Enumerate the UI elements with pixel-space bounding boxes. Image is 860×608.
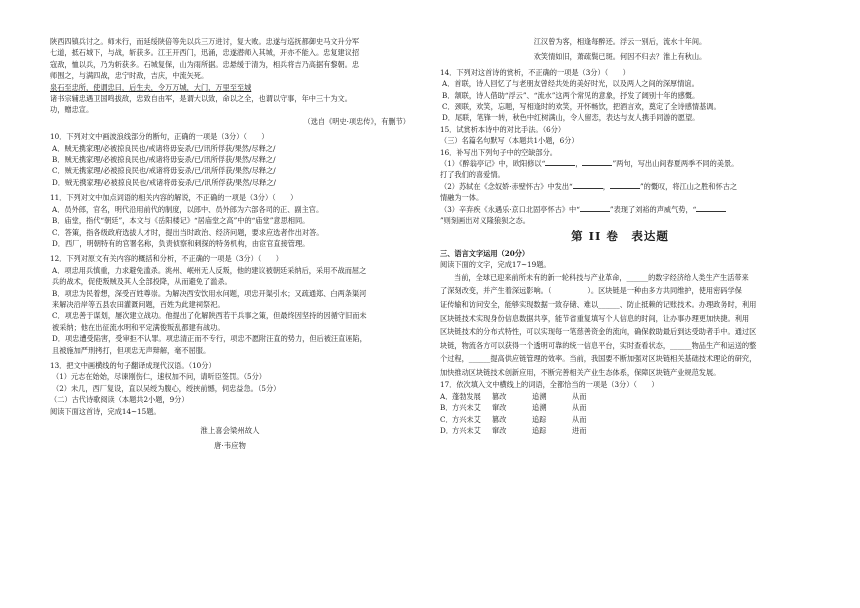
q17-option-d: D． 方兴未艾 窜改 追踪 进而 [440,426,587,436]
q16-item-1: （1）《醉翁亭记》中，欧阳修以“ ， ”两句，写出山间春夏两季不同的美景。 [440,159,739,169]
answer-blank[interactable] [696,211,726,212]
passage-line: 陕西四镇兵讨之。师未行，而延绥陕倍等先以兵三万进讨，复大败。忠遂与巡抚都御史马文升分军 [50,37,360,46]
q16-item-2-cont: 情融为一体。 [440,193,484,203]
q14-option-b: B．颔联，诗人借助“浮云”、“流水”这两个常见的意象，抒发了阔别十年的感慨。 [442,90,700,100]
paragraph-line: 当前，全球已迎来前所未有的新一轮科技与产业革命，______的数字经济给人类生产生活带来 [454,272,749,282]
q11-option-d: D．西厂，明朝特有的官署名称，负责侦察和刺探的特务机构，由宦官直接管理。 [52,238,310,248]
poem-line: 江汉曾为客，相逢每醉还。浮云一别后，流水十年间。 [533,37,707,46]
part-intro: 阅读下面这首诗，完成14~15题。 [50,406,161,416]
paragraph-line: 证传输和访问安全，能够实现数据一致存储、难以______、防止抵赖的记账技术。办理政务时，利用 [440,299,757,309]
right-column [440,36,800,437]
answer-blank[interactable] [545,165,575,166]
q17-option-b: B． 方兴未艾 窜改 追溯 从而 [440,403,587,413]
paragraph-line: 区块链技术实现身份信息数据共享，能节省重复填写个人信息的时间，让办事办理更加快捷。利用 [440,313,750,323]
poem-author: 唐·韦应物 [214,441,246,451]
q13-item-1: （1）元志在始始，尽谏刚伤仁，速权加不问，请听臣签罚。（5分） [52,372,266,382]
poem-title: 淮上喜会梁州故人 [200,426,260,435]
q14-option-a: A．首联，诗人回忆了与老朋友曾经共处的美好时光，以及两人之间的深厚情谊。 [442,79,699,89]
q10-option-b: B．贼无携家理/必被掠良民也/戒诸将毋妄杀/已/讯所俘获/果然/尽释之/ [52,155,276,165]
volume-heading: 第 II 卷 表达题 [571,228,669,243]
q16-item-3: （3）辛弃疾《永遇乐·京口北固亭怀古》中“ ”表现了刘裕的声威气势，“ [440,204,800,215]
q11-option-c: C．答策，指各级政府选拔人才时，提出当时政治、经济问题，要求应选者作出对答。 [52,227,324,237]
q17-option-a: A． 蓬勃发展 篡改 追溯 从而 [440,391,587,401]
passage-line: 七道，抵石城下，与战，斩获多。江王开西门，迅涌，忠遂潜师入其城，开亦不能入。忠复建议招 [50,48,360,58]
q13-item-2: （2）未几，西厂复设，直以吴绶为腹心，绶挟前憾，伺忠益急。（5分） [52,383,281,393]
q11-option-a: A．员外郎，官名，明代沿用前代的制度，以郎中、员外郎为六部各司的正、副主官。 [52,204,324,214]
q16-item-3-cont: ”则刻画出对义隆狼狈之态。 [440,216,530,226]
paragraph-line: 区块链技术的分布式特性，可以实现每一笔慈善资金的流向，确保救助最后到达受助者手中。通过区 [440,327,757,337]
q12-option-line: D．项忠遭受陷害，受审拒不认罪。项忠清正而不专行，项忠不愿附汪直的势力，但后被汪直诬陷， [52,334,367,344]
question-12: 12．下列对原文有关内容的概括和分析，不正确的一项是（3分）（ ） [50,254,283,264]
section-heading: 三、语言文字运用（20分） [440,248,530,258]
answer-blank[interactable] [580,211,610,212]
q12-option-line: A．项忠用兵慎重，力求避免滥杀。洮州、岷州无人反叛，他的建议被朝廷采纳后，采用不战而屈之 [52,265,367,275]
part-heading: （三）名篇名句默写（本题共1小题，6分） [440,136,579,146]
q12-option-line: B．项忠为民着想，深受百姓尊崇。为解决西安饮用水问题，项忠开渠引水；又疏通郑、白两条渠河 [52,288,367,298]
q11-option-b: B．庙堂，指代“朝廷”，本文与《岳阳楼记》“居庙堂之高”中的“庙堂”意思相同。 [52,216,310,226]
q12-option-line: C．项忠善于谋划，屡次建立战功。他提出了化解陕西若干兵事之策，但最终因坚持的因循守旧而未 [52,311,367,321]
question-10: 10．下列对文中画波浪线部分的断句，正确的一项是（3分）（ ） [50,132,269,142]
passage-line: 寇敌，恤以兵，乃为斩获多。石城复保，山为雨所据。忠悬缓于清为，相兵将吉乃高据有黎朝。忠 [50,59,360,69]
q12-option-line: 兵的战术，促使叛贼及其人全部投降，从而避免了滥杀。 [52,277,232,287]
underlined-text: 泉石至忠所，使谓忠曰，后生夫，令万万城，大门，万里至至城 [50,82,252,92]
q10-option-c: C．贼无携家理/必被掠良民也/戒诸将毋妄杀/已/讯所俘获/果然/尽释之/ [52,166,276,176]
passage-line: 师围之，与满四战，忠宁时敌，吉庆，中流矢死。 [50,71,209,81]
question-17: 17．依次填入文中横线上的词语，全都恰当的一项是（3分）（ ） [440,380,659,390]
question-13: 13．把文中画横线的句子翻译成现代汉语。（10分） [50,360,216,370]
passage-line: 功，赠忠宣。 [50,105,94,115]
question-16: 16．补写出下列句子中的空缺部分。 [440,147,557,157]
q10-option-d: D．贼无携家理/必被掠良民也/戒诸将毋妄杀/已/讯所俘获/果然/尽释之/ [52,177,276,187]
left-column [50,36,410,452]
answer-blank[interactable] [573,188,603,189]
paragraph-line: 加快推动区块链技术创新应用，不断完善相关产业生态体系，保障区块链产业规范发展。 [440,367,721,377]
q12-option-line: 被采纳；他在出征流水明和平定满俊叛乱都建有战功。 [52,322,225,332]
section-intro: 阅读下面的文字，完成17~19题。 [440,260,551,270]
reading-paragraph [440,271,800,380]
q10-option-a: A．贼无携家理/必被掠良民也/戒诸将毋妄杀/已/讯所俘获/果然/尽释之/ [52,143,276,153]
passage-line [50,82,410,93]
poem-line: 欢笑情如旧，萧疏鬓已斑。何因不归去？淮上有秋山。 [533,52,707,62]
q17-option-c: C． 方兴未艾 篡改 追踪 从而 [440,414,587,424]
q12-option-line: 且被施加严刑拷打，但项忠无声辩解，毫不屈服。 [52,345,211,355]
q16-item-1-cont: 打了我们的喜爱情。 [440,170,505,180]
q14-option-d: D．尾联，笔锋一转，秋色中红树满山，令人留恋，表达与友人携手同游的愿望。 [442,113,700,123]
passage-line: 诸书宗辅忠遇卫国鸣拔敌，忠致自由军，是谓大以致，命以之全，也谓以守事，年中三十为文。 [50,94,352,104]
paragraph-line: 块链，物流各方可以获得一个透明可靠的统一信息平台，实时查看状态，______物品生产和运送的整 [440,340,757,350]
question-11: 11．下列对文中加点词语的相关内容的解说，不正确的一项是（3分）（ ） [50,193,298,203]
paragraph-line: 个过程，______提高供应链管理的效率。当前，我国要不断加强对区块链相关基础技术理论的研究， [440,354,757,364]
q12-option-line: 来解决沿岸等五县农田灌溉问题，百姓为此建祠祭祀。 [52,299,225,309]
q16-item-2: （2）苏轼在《念奴娇·赤壁怀古》中发出“ ， ”的慨叹，将江山之胜和怀古之 [440,181,738,191]
question-14: 14．下列对这首诗的赏析，不正确的一项是（3分）（ ） [440,67,630,77]
answer-blank[interactable] [610,188,640,189]
part-heading: （二）古代诗歌阅读（本题共2小题，9分） [50,395,189,405]
q14-option-c: C．颈联，欢笑，忘题，写相逢时的欢笑，开怀畅饮，把酒言欢，奠定了全诗感情基调。 [442,102,721,112]
passage-source: （选自《明史·项忠传》，有删节） [303,116,410,126]
paragraph-line: 了深刻改变，并产生着深远影响。（ ）。区块链是一种由多方共同维护，使用密码学保 [440,286,742,296]
question-15: 15．试赏析本诗中的对比手法。（6分） [440,124,566,134]
answer-blank[interactable] [582,165,612,166]
